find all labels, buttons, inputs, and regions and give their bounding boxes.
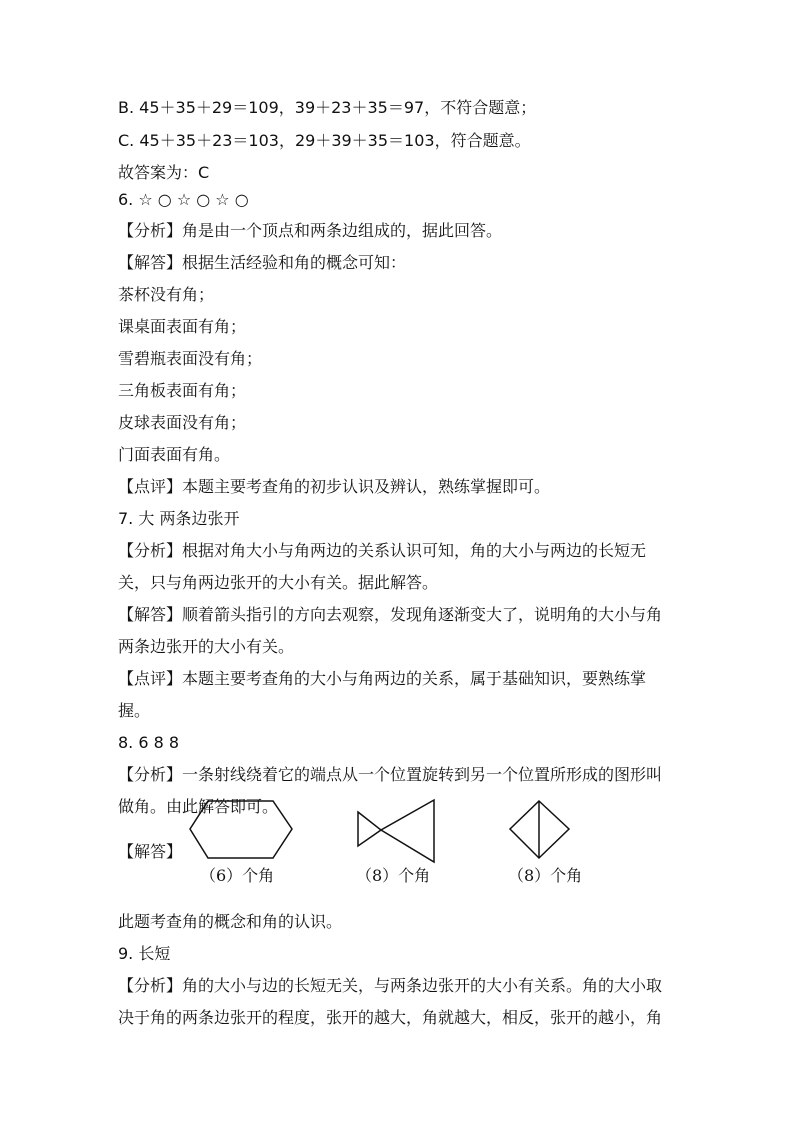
text-line: 【分析】根据对角大小与角两边的关系认识可知，角的大小与两边的长短无 (118, 541, 647, 560)
text-line: 关，只与角两边张开的大小有关。据此解答。 (118, 573, 439, 592)
text-line: 三角板表面有角； (118, 381, 247, 400)
text-line: 课桌面表面有角； (118, 317, 247, 336)
text-line: 两条边张开的大小有关。 (118, 637, 295, 656)
answer-8-line: 8. 6 8 8 (118, 733, 180, 752)
answer-9-line: 9. 长短 (118, 944, 171, 963)
text-line: 握。 (118, 701, 151, 720)
text-line: 做角。由此解答即可。 (118, 797, 279, 816)
text-line: 【分析】角的大小与边的长短无关，与两条边张开的大小有关系。角的大小取 (118, 976, 663, 995)
text-line: 雪碧瓶表面没有角； (118, 349, 263, 368)
text-line: 【解答】根据生活经验和角的概念可知： (118, 253, 407, 272)
diamond-figure (508, 800, 572, 860)
text-line: 皮球表面没有角； (118, 413, 247, 432)
text-line: 【点评】本题主要考查角的大小与角两边的关系，属于基础知识，要熟练掌 (118, 669, 647, 688)
answer-label: 【解答】 (118, 842, 183, 861)
text-line: 【分析】一条射线绕着它的端点从一个位置旋转到另一个位置所形成的图形叫 (118, 765, 663, 784)
text-line: 故答案为：C (118, 163, 210, 182)
text-line: 【点评】本题主要考查角的初步认识及辨认，熟练掌握即可。 (118, 477, 551, 496)
bowtie-figure (356, 798, 436, 864)
hexagon-figure (188, 800, 294, 860)
answer-7-line: 7. 大 两条边张开 (118, 509, 240, 528)
text-line: 门面表面有角。 (118, 445, 231, 464)
text-line: B. 45＋35＋29＝109，39＋23＋35＝97，不符合题意； (118, 98, 537, 117)
answer-6-line: 6. ☆ ○ ☆ ○ ☆ ○ (118, 190, 249, 209)
text-line: 茶杯没有角； (118, 285, 215, 304)
diamond-caption: （8）个角 (508, 866, 583, 885)
text-line: 【解答】顺着箭头指引的方向去观察，发现角逐渐变大了，说明角的大小与角 (118, 605, 663, 624)
text-line: C. 45＋35＋23＝103，29＋39＋35＝103，符合题意。 (118, 131, 531, 150)
text-line: 此题考查角的概念和角的认识。 (118, 912, 343, 931)
hexagon-caption: （6）个角 (200, 866, 275, 885)
bowtie-caption: （8）个角 (356, 866, 431, 885)
text-line: 决于角的两条边张开的程度，张开的越大，角就越大，相反，张开的越小，角 (118, 1008, 663, 1027)
text-line: 【分析】角是由一个顶点和两条边组成的，据此回答。 (118, 221, 503, 240)
